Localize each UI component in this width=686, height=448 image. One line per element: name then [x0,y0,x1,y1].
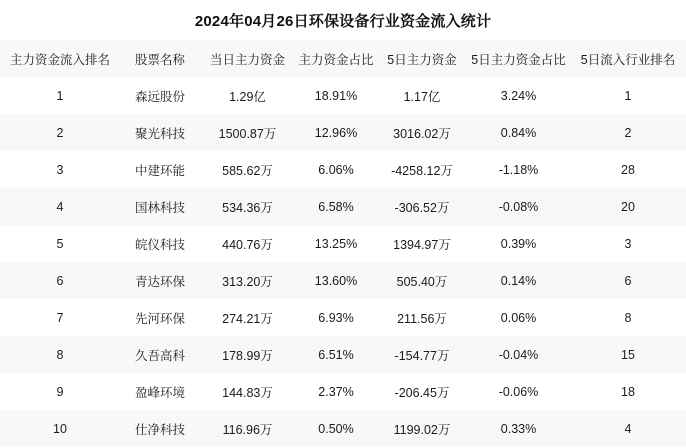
cell-funds-ratio: 18.91% [314,88,358,103]
table-row [0,299,686,336]
cell-rank: 4 [56,199,64,214]
table-row [0,410,686,447]
cell-funds-ratio: 6.58% [318,199,354,214]
cell-industry-rank: 3 [624,236,632,251]
table-row [0,262,686,299]
cell-stock-name: 国林科技 [134,200,185,215]
cell-stock-name: 森远股份 [134,89,185,104]
cell-5day-ratio: 3.24% [500,88,537,103]
table-row [0,188,686,225]
cell-industry-rank: 28 [621,162,635,177]
cell-5day-funds: 211.56万 [397,311,447,326]
table-row [0,336,686,373]
cell-funds-ratio: 2.37% [318,384,354,399]
cell-rank: 7 [56,310,64,325]
cell-industry-rank: 6 [624,273,632,288]
cell-rank: 5 [56,236,64,251]
page-title: 2024年04月26日环保设备行业资金流入统计 [194,12,492,30]
cell-5day-ratio: -0.04% [498,347,539,362]
col-header-5day-funds-ratio: 5日主力资金占比 [471,52,566,67]
cell-today-funds: 1500.87万 [218,126,277,141]
cell-today-funds: 534.36万 [222,200,273,215]
cell-today-funds: 313.20万 [222,274,273,289]
cell-funds-ratio: 6.51% [318,347,354,362]
cell-stock-name: 先河环保 [134,311,185,326]
cell-rank: 3 [56,162,64,177]
cell-5day-ratio: 0.39% [500,236,537,251]
cell-today-funds: 116.96万 [222,422,273,437]
col-header-today-main-funds: 当日主力资金 [209,52,285,67]
cell-5day-ratio: 0.14% [500,273,537,288]
cell-rank: 9 [56,384,64,399]
cell-5day-funds: -154.77万 [394,348,450,363]
table-header-row [0,40,686,77]
cell-today-funds: 144.83万 [222,385,273,400]
cell-today-funds: 440.76万 [222,237,273,252]
cell-5day-ratio: -0.08% [498,199,539,214]
cell-5day-ratio: -1.18% [498,162,539,177]
cell-5day-funds: 1199.02万 [393,422,451,437]
cell-stock-name: 皖仪科技 [134,237,185,252]
cell-5day-ratio: -0.06% [498,384,539,399]
cell-rank: 10 [53,421,67,436]
cell-industry-rank: 8 [624,310,632,325]
cell-rank: 1 [56,88,64,103]
cell-rank: 6 [56,273,64,288]
cell-5day-funds: 1.17亿 [403,89,441,104]
cell-5day-funds: 3016.02万 [393,126,451,141]
cell-rank: 8 [56,347,64,362]
cell-5day-funds: -206.45万 [394,385,450,400]
table-row [0,151,686,188]
cell-industry-rank: 4 [624,421,632,436]
col-header-main-funds-ratio: 主力资金占比 [298,52,374,67]
cell-rank: 2 [56,125,64,140]
cell-industry-rank: 18 [621,384,635,399]
cell-5day-funds: -306.52万 [394,200,450,215]
cell-5day-funds: -4258.12万 [391,163,453,178]
cell-today-funds: 585.62万 [222,163,273,178]
cell-stock-name: 久吾高科 [134,348,185,363]
cell-industry-rank: 2 [624,125,632,140]
table-row [0,114,686,151]
cell-stock-name: 盈峰环境 [134,385,185,400]
cell-industry-rank: 20 [621,199,635,214]
table-row [0,373,686,410]
cell-5day-funds: 505.40万 [396,274,448,289]
col-header-main-inflow-rank: 主力资金流入排名 [9,52,110,67]
col-header-5day-industry-rank: 5日流入行业排名 [580,52,676,67]
col-header-5day-main-funds: 5日主力资金 [387,52,457,67]
cell-5day-ratio: 0.06% [500,310,537,325]
cell-5day-ratio: 0.84% [500,125,537,140]
fund-flow-table [0,40,686,447]
cell-stock-name: 聚光科技 [134,126,185,141]
cell-today-funds: 274.21万 [222,311,273,326]
cell-funds-ratio: 6.93% [318,310,354,325]
cell-funds-ratio: 13.25% [314,236,358,251]
cell-stock-name: 青达环保 [134,274,185,289]
cell-5day-ratio: 0.33% [500,421,537,436]
cell-5day-funds: 1394.97万 [393,237,451,252]
cell-industry-rank: 15 [621,347,635,362]
table-row [0,77,686,114]
table-row [0,225,686,262]
cell-stock-name: 中建环能 [134,163,185,178]
cell-funds-ratio: 6.06% [318,162,354,177]
cell-funds-ratio: 12.96% [314,125,358,140]
cell-today-funds: 178.99万 [222,348,273,363]
col-header-stock-name: 股票名称 [134,52,185,67]
cell-funds-ratio: 13.60% [314,273,358,288]
cell-today-funds: 1.29亿 [229,89,266,104]
cell-funds-ratio: 0.50% [318,421,354,436]
cell-stock-name: 仕净科技 [134,422,185,437]
cell-industry-rank: 1 [624,88,632,103]
